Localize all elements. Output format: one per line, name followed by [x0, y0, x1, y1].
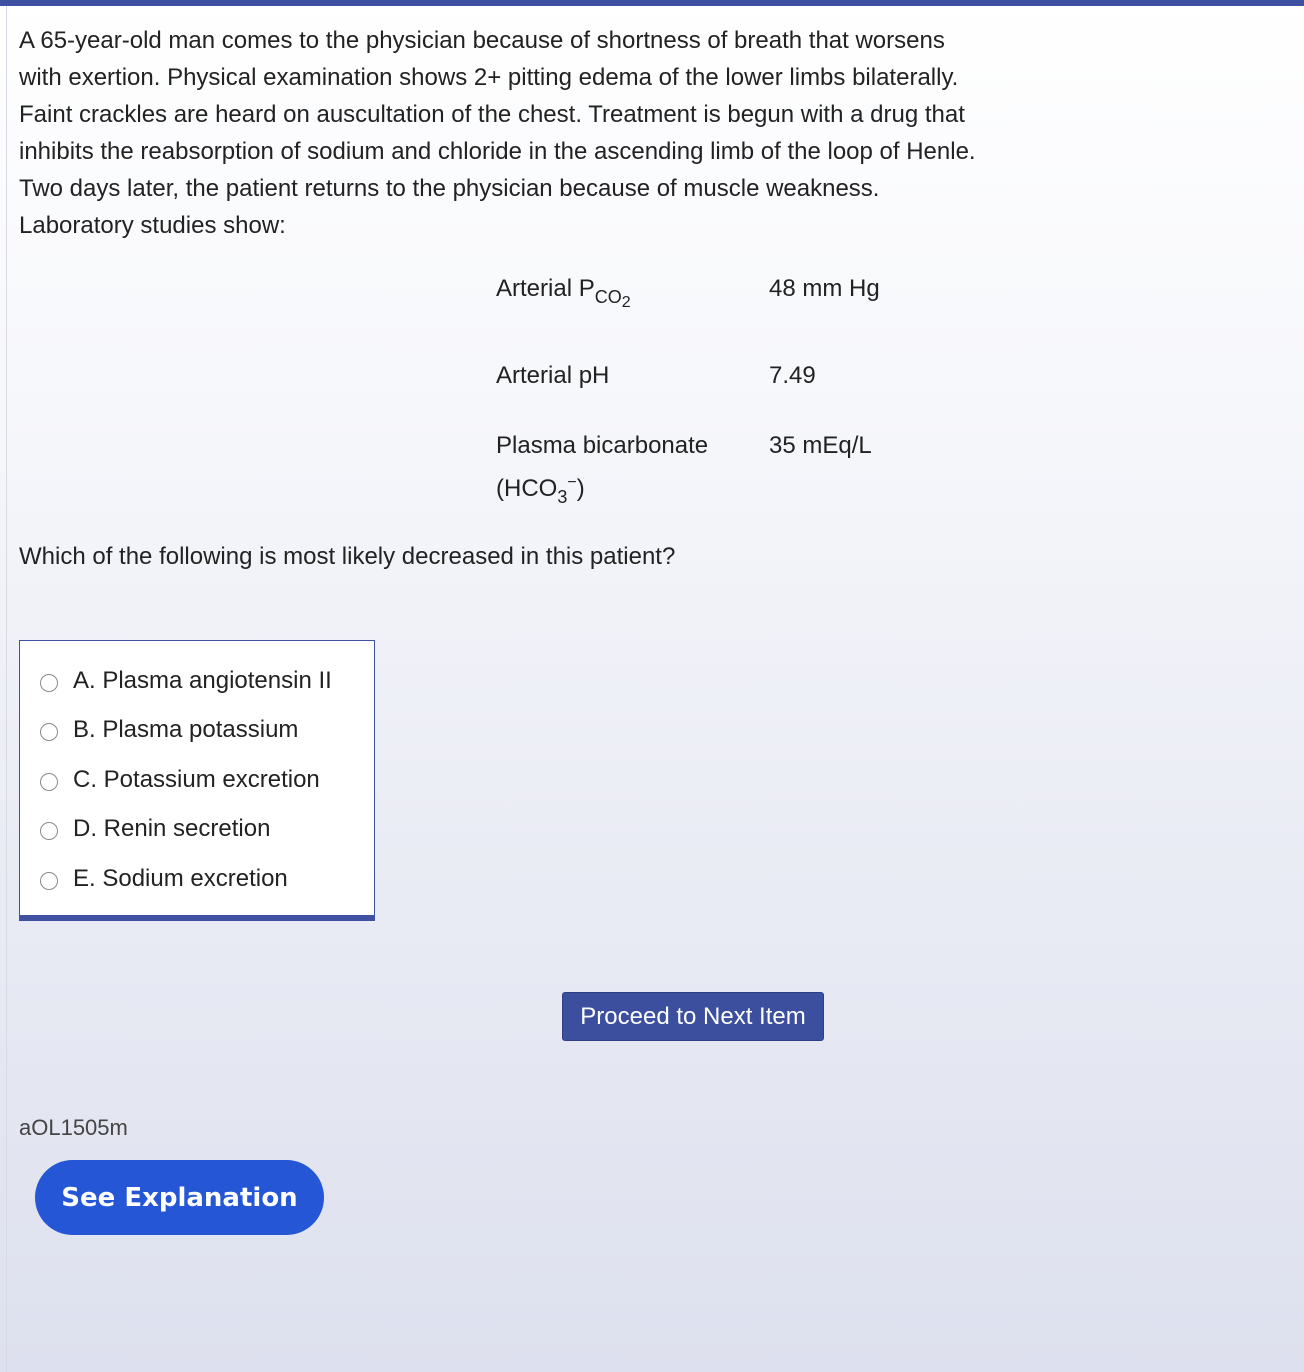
item-id-label: aOL1505m — [19, 1115, 128, 1140]
proceed-to-next-item-button[interactable]: Proceed to Next Item — [562, 992, 824, 1041]
stem-line: A 65-year-old man comes to the physician because of shortness of breath that worsens — [19, 27, 945, 54]
answer-option-a[interactable] — [40, 666, 332, 696]
lab-name-bicarbonate: Plasma bicarbonate — [496, 432, 709, 459]
top-accent-bar — [0, 0, 1304, 6]
radio-button-icon[interactable] — [40, 773, 58, 791]
lab-value-pco2: 48 mm Hg — [769, 275, 880, 302]
answer-option-label: E. Sodium excretion — [73, 865, 288, 892]
lab-name-ph: Arterial pH — [496, 362, 610, 389]
question-prompt: Which of the following is most likely decreased in this patient? — [19, 543, 676, 570]
stem-line: with exertion. Physical examination shows 2+ pitting edema of the lower limbs bilaterally. — [19, 64, 959, 91]
stem-line: Two days later, the patient returns to the physician because of muscle weakness. — [19, 175, 880, 202]
radio-button-icon[interactable] — [40, 723, 58, 741]
answer-option-label: A. Plasma angiotensin II — [73, 667, 332, 694]
see-explanation-button[interactable]: See Explanation — [35, 1160, 324, 1235]
bicarbonate-formula: $(HCO_3^-)$ — [496, 474, 585, 507]
lab-value-bicarbonate: 35 mEq/L — [769, 432, 872, 459]
answer-choices — [19, 640, 375, 921]
radio-button-icon[interactable] — [40, 674, 58, 692]
stem-line: Laboratory studies show: — [19, 212, 286, 239]
stem-line: Faint crackles are heard on auscultation of the chest. Treatment is begun with a drug that — [19, 101, 965, 128]
answer-option-label: C. Potassium excretion — [73, 766, 320, 793]
answer-option-label: B. Plasma potassium — [73, 716, 299, 743]
answer-option-label: D. Renin secretion — [73, 815, 271, 842]
radio-button-icon[interactable] — [40, 822, 58, 840]
left-divider — [6, 6, 7, 1372]
answer-option-d[interactable] — [40, 814, 270, 844]
answer-option-c[interactable] — [40, 765, 320, 795]
radio-button-icon[interactable] — [40, 872, 58, 890]
question-stem — [19, 22, 1099, 244]
answer-option-b[interactable] — [40, 715, 298, 745]
lab-value-ph: 7.49 — [769, 362, 816, 389]
answer-option-e[interactable] — [40, 864, 288, 894]
stem-line: inhibits the reabsorption of sodium and chloride in the ascending limb of the loop of Henle. — [19, 138, 976, 165]
lab-name-pco2: Arterial $P_{CO_2}$ — [496, 275, 631, 311]
